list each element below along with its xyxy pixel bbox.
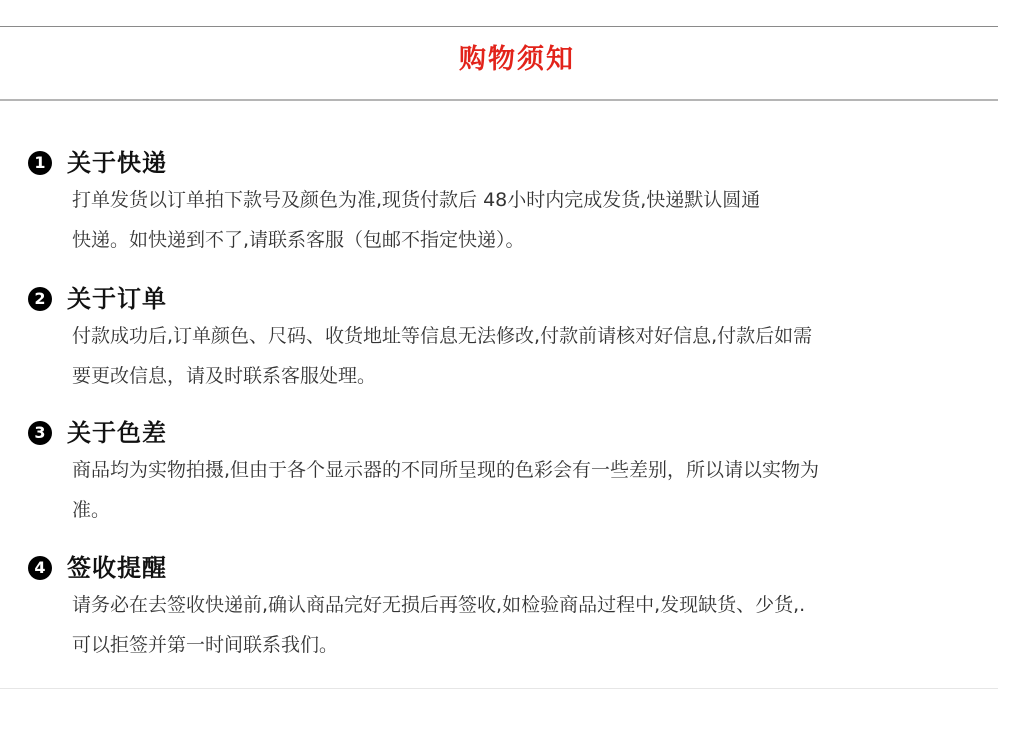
- body-line: 要更改信息，请及时联系客服处理。: [72, 365, 377, 387]
- section-body: [72, 450, 988, 530]
- section-body: [72, 585, 988, 665]
- section-heading: 关于订单: [67, 285, 167, 313]
- section-header: [28, 146, 988, 180]
- section-heading: 关于色差: [67, 419, 167, 447]
- body-line: 快递。如快递到不了,请联系客服（包邮不指定快递）。: [72, 229, 525, 251]
- body-line: 打单发货以订单拍下款号及颜色为准,现货付款后 48小时内完成发货,快递默认圆通: [72, 189, 761, 211]
- top-divider: [0, 26, 998, 27]
- section-body: [72, 316, 988, 396]
- section-order: [28, 282, 988, 396]
- body-line: 请务必在去签收快递前,确认商品完好无损后再签收,如检验商品过程中,发现缺货、少货,.: [72, 594, 806, 616]
- body-line: 准。: [72, 499, 111, 521]
- section-header: [28, 551, 988, 585]
- page-title: 购物须知: [459, 44, 575, 75]
- section-header: [28, 416, 988, 450]
- section-signing-reminder: [28, 551, 988, 665]
- body-line: 商品均为实物拍摄,但由于各个显示器的不同所呈现的色彩会有一些差别，所以请以实物为: [72, 459, 820, 481]
- number-badge-3: 3: [28, 421, 52, 445]
- number-badge-2: 2: [28, 287, 52, 311]
- number-badge-1: 1: [28, 151, 52, 175]
- bottom-divider: [0, 688, 998, 689]
- section-delivery: [28, 146, 988, 260]
- body-line: 可以拒签并第一时间联系我们。: [72, 634, 339, 656]
- section-color-difference: [28, 416, 988, 530]
- section-header: [28, 282, 988, 316]
- section-body: [72, 180, 988, 260]
- title-divider: [0, 99, 998, 101]
- section-heading: 签收提醒: [67, 554, 167, 582]
- number-badge-4: 4: [28, 556, 52, 580]
- body-line: 付款成功后,订单颜色、尺码、收货地址等信息无法修改,付款前请核对好信息,付款后如需: [72, 325, 813, 347]
- section-heading: 关于快递: [67, 149, 167, 177]
